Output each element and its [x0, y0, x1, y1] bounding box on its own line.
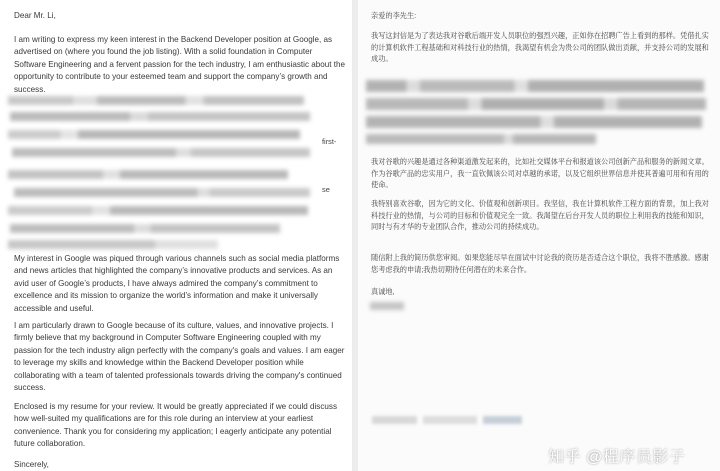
blurred-paragraph-2-en: [8, 96, 320, 246]
greeting-en: Dear Mr. Li,: [14, 11, 56, 20]
paragraph-5-en: Enclosed is my resume for your review. It would be greatly appreciated if we could discuss how well-suited my qualifications are for this role during an interview at your earliest convenience. Thank you for considering my application; I eagerly anticipate any potential future collaboration.: [14, 402, 337, 449]
fragment-first: first-: [322, 137, 337, 146]
blurred-paragraph-2-zh: [366, 76, 710, 146]
paragraph-4-en: I am particularly drawn to Google because of its culture, values, and innovative projects. I firmly believe that my background in Computer Software Engineering coupled with my passion for the tech industry align perfectly with the company's goals and values. I am eager to leverage my skills and knowledge within the Backend Developer position while collaborating with a team of talented professionals towards driving the company's continued success.: [14, 321, 345, 393]
closing-zh: 真诚地,: [371, 287, 395, 296]
paragraph-1-zh: 我写这封信是为了表达我对谷歌后端开发人员职位的强烈兴趣，正如你在招聘广告上看到的那样。凭借扎实的计算机软件工程基础和对科技行业的热情，我渴望有机会为贵公司的团队做出贡献，并支持公司的发展和成功。: [371, 31, 709, 64]
english-letter-pane: [0, 0, 352, 471]
greeting-zh: 亲爱的李先生:: [371, 11, 417, 20]
fragment-se: se: [322, 185, 330, 194]
paragraph-1-en: I am writing to express my keen interest in the Backend Developer position at Google, as advertised on (where you found the job listing). With a solid foundation in Computer Software Engineering and a fervent passion for the tech industry, I am enthusiastic about the opportunity to contribute to your esteemed team and support the company’s growth and success.: [14, 35, 345, 94]
paragraph-3-en: My interest in Google was piqued through various channels such as social media platforms and news articles that highlighted the company’s innovative products and services. As an avid user of Google’s products, I have always admired the company’s commitment to excellence and its mission to organize the world’s information and make it universally accessible and useful.: [14, 254, 340, 313]
blurred-footnote: [372, 416, 522, 424]
blurred-signature-zh: [370, 302, 410, 312]
zhihu-watermark: 知乎 @程序员影子: [548, 449, 686, 466]
paragraph-3-zh: 我对谷歌的兴趣是通过各种渠道激发起来的，比如社交媒体平台和报道该公司创新产品和服务的新闻文章。作为谷歌产品的忠实用户，我一直钦佩该公司对卓越的承诺，以及它组织世界信息并使其普遍可用和有用的使命。: [371, 157, 709, 190]
paragraph-5-zh: 随信附上我的简历供您审阅。如果您能尽早在面试中讨论我的资历是否适合这个职位，我将不胜感激。感谢您考虑我的申请;我热切期待任何潜在的未来合作。: [371, 253, 709, 274]
paragraph-4-zh: 我特别喜欢谷歌，因为它的文化、价值观和创新项目。我坚信，我在计算机软件工程方面的背景，加上我对科技行业的热情，与公司的目标和价值观完全一致。我渴望在后台开发人员的职位上利用我的技能和知识，同时与有才华的专业团队合作，推动公司的持续成功。: [371, 199, 709, 232]
chinese-letter-pane: [358, 0, 720, 471]
closing-en: Sincerely,: [14, 460, 49, 469]
